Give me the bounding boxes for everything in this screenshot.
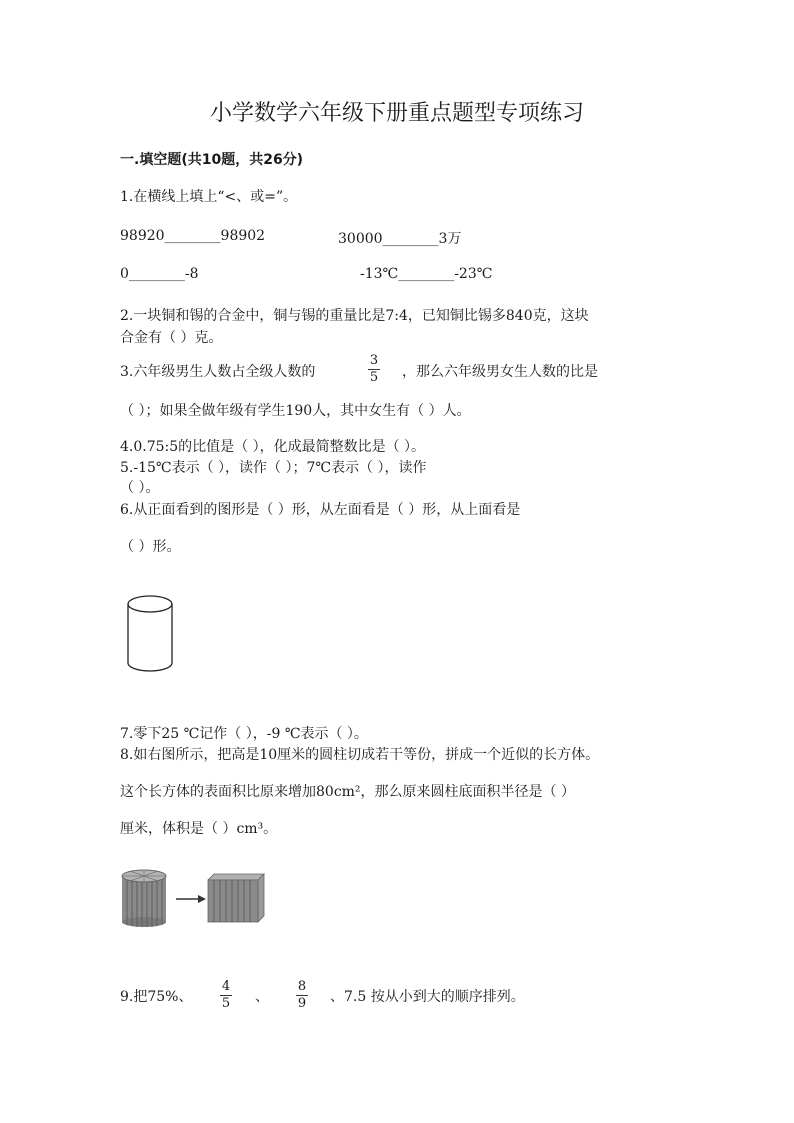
question-6-line-2: （ ）形。 bbox=[120, 539, 181, 555]
cylinder-to-cuboid-figure bbox=[118, 868, 270, 928]
question-3-prefix: 3.六年级男生人数占全级人数的 bbox=[120, 364, 316, 380]
fraction-denominator: 5 bbox=[221, 996, 231, 1011]
question-2-line-1: 2.一块铜和锡的合金中，铜与锡的重量比是7:4，已知铜比锡多840克，这块 bbox=[120, 308, 589, 324]
question-8-line-1: 8.如右图所示，把高是10厘米的圆柱切成若干等份，拼成一个近似的长方体。 bbox=[120, 747, 600, 763]
section-heading: 一.填空题(共10题，共26分) bbox=[120, 152, 304, 168]
question-9-separator: 、 bbox=[255, 989, 269, 1005]
question-2-line-2: 合金有（ ）克。 bbox=[120, 330, 223, 346]
question-5-line-2: （ ）。 bbox=[120, 480, 160, 496]
question-5-line-1: 5.-15℃表示（ ），读作（ ）；7℃表示（ ），读作 bbox=[120, 460, 427, 476]
fraction-denominator: 9 bbox=[297, 996, 307, 1011]
question-1-blank-a: 98920________98902 bbox=[120, 228, 266, 244]
question-1-blank-b: 30000________3万 bbox=[338, 231, 462, 247]
question-4-text: 4.0.75:5的比值是（ ），化成最简整数比是（ ）。 bbox=[120, 439, 426, 455]
question-9-prefix: 9.把75%、 bbox=[120, 989, 193, 1005]
fraction-numerator: 3 bbox=[369, 353, 379, 368]
question-9-fraction-1 bbox=[219, 979, 233, 1012]
question-7-text: 7.零下25 ℃记作（ ），-9 ℃表示（ ）。 bbox=[120, 726, 368, 742]
question-1-blank-c: 0________-8 bbox=[120, 266, 199, 282]
question-6-line-1: 6.从正面看到的图形是（ ）形，从左面看是（ ）形，从上面看是 bbox=[120, 502, 521, 518]
question-3-suffix: ，那么六年级男女生人数的比是 bbox=[402, 364, 598, 380]
question-1-text: 1.在横线上填上“<、或=”。 bbox=[120, 189, 298, 205]
page-title: 小学数学六年级下册重点题型专项练习 bbox=[209, 101, 584, 126]
question-3-fraction bbox=[367, 353, 381, 386]
fraction-numerator: 4 bbox=[221, 979, 231, 994]
question-1-blank-d: -13℃________-23℃ bbox=[360, 266, 493, 282]
cylinder-figure bbox=[125, 593, 177, 675]
question-3-line-2: （ ）；如果全做年级有学生190人，其中女生有（ ）人。 bbox=[120, 403, 471, 419]
question-8-line-2: 这个长方体的表面积比原来增加80cm²，那么原来圆柱底面积半径是（ ） bbox=[120, 784, 575, 800]
fraction-denominator: 5 bbox=[369, 370, 379, 385]
question-8-line-3: 厘米，体积是（ ）cm³。 bbox=[120, 821, 278, 837]
fraction-numerator: 8 bbox=[297, 979, 307, 994]
question-9-suffix: 、7.5 按从小到大的顺序排列。 bbox=[330, 989, 525, 1005]
question-9-fraction-2 bbox=[295, 979, 309, 1012]
